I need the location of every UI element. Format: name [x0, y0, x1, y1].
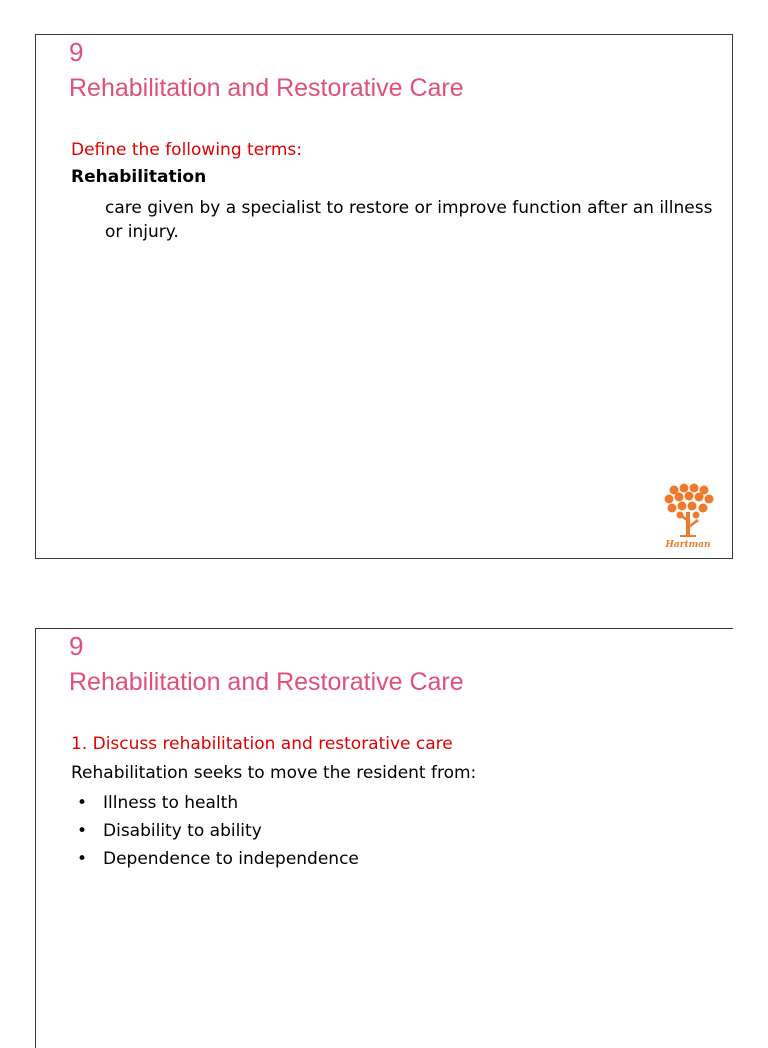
list-item-text: Dependence to independence	[103, 849, 359, 869]
list-item-text: Illness to health	[103, 793, 239, 813]
hartman-logo	[660, 482, 716, 550]
bullet-icon: •	[77, 793, 88, 813]
bullet-list	[71, 789, 359, 873]
slide-2	[35, 628, 733, 1048]
list-item	[71, 845, 359, 873]
list-item	[71, 789, 359, 817]
term-definition: care given by a specialist to restore or improve function after an illness or injury.	[105, 198, 713, 242]
slide-subtitle: 1. Discuss rehabilitation and restorative care	[71, 734, 453, 754]
tree-hearts-icon	[665, 484, 714, 538]
term-heading: Rehabilitation	[71, 167, 207, 187]
intro-text: Rehabilitation seeks to move the resident from:	[71, 763, 477, 783]
slide-subtitle: Define the following terms:	[71, 140, 302, 160]
bullet-icon: •	[77, 849, 88, 869]
list-item-text: Disability to ability	[103, 821, 262, 841]
chapter-number: 9	[69, 631, 84, 661]
slide-title: Rehabilitation and Restorative Care	[69, 74, 464, 102]
slide-title: Rehabilitation and Restorative Care	[69, 668, 464, 696]
list-item	[71, 817, 359, 845]
chapter-number: 9	[69, 37, 84, 67]
logo-text: Hartman	[665, 540, 711, 550]
bullet-icon: •	[77, 821, 88, 841]
slide-1	[35, 34, 733, 559]
